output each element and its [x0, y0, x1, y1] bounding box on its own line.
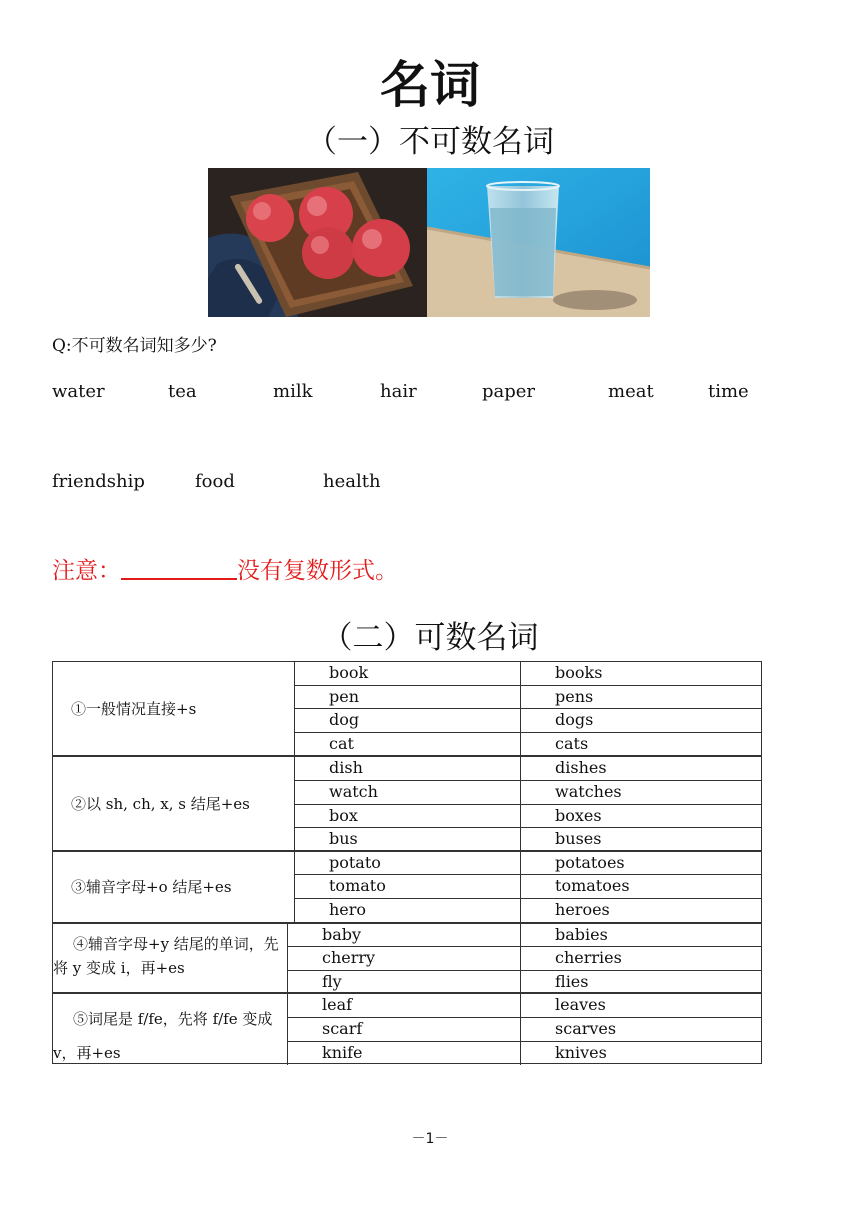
note-suffix: 没有复数形式。: [237, 558, 398, 584]
plural-word: knives: [520, 1042, 761, 1066]
table-row: [294, 828, 761, 852]
word-item: paper: [482, 381, 536, 402]
plural-word: watches: [520, 781, 761, 804]
singular-word: book: [294, 662, 520, 685]
table-row: [287, 994, 761, 1018]
table-row: [294, 852, 761, 876]
singular-word: bus: [294, 828, 520, 852]
word-item: hair: [380, 381, 417, 402]
illustration-photos: [208, 168, 650, 317]
rule-group: [52, 755, 762, 850]
word-item: water: [52, 381, 105, 402]
rule-group: [52, 922, 762, 994]
word-item: friendship: [52, 471, 145, 492]
word-item: health: [323, 471, 381, 492]
singular-word: hero: [294, 899, 520, 923]
plural-word: leaves: [520, 994, 761, 1017]
rule-description: ④辅音字母+y 结尾的单词，先将 y 变成 i，再+es: [53, 934, 279, 977]
table-row: [287, 1018, 761, 1042]
singular-word: baby: [287, 924, 520, 947]
singular-word: tomato: [294, 875, 520, 898]
table-row: [287, 1042, 761, 1066]
rule-group: [52, 661, 762, 756]
word-pairs: [287, 924, 761, 994]
table-row: [294, 875, 761, 899]
plural-word: buses: [520, 828, 761, 852]
plural-word: tomatoes: [520, 875, 761, 898]
word-pairs: [294, 852, 761, 922]
water-glass-photo: [427, 168, 650, 317]
apples-photo: [208, 168, 427, 317]
plural-word: dogs: [520, 709, 761, 732]
plural-word: books: [520, 662, 761, 685]
table-row: [294, 662, 761, 686]
singular-word: watch: [294, 781, 520, 804]
question-text: Q:不可数名词知多少?: [52, 336, 217, 356]
table-row: [294, 709, 761, 733]
singular-word: cat: [294, 733, 520, 757]
plural-word: dishes: [520, 757, 761, 780]
table-row: [294, 757, 761, 781]
singular-word: leaf: [287, 994, 520, 1017]
table-row: [287, 924, 761, 948]
table-row: [294, 899, 761, 923]
fill-in-blank[interactable]: [121, 554, 237, 580]
word-pairs: [294, 662, 761, 756]
rule-description: ①一般情况直接+s: [71, 700, 197, 719]
word-item: time: [708, 381, 749, 402]
rule-group: [52, 992, 762, 1064]
table-row: [294, 686, 761, 710]
rule-description: ⑤词尾是 f/fe，先将 f/fe 变成 v，再+es: [53, 1010, 273, 1063]
word-item: tea: [168, 381, 197, 402]
singular-word: dish: [294, 757, 520, 780]
plural-word: cats: [520, 733, 761, 757]
section-heading-uncountable: （一）不可数名词: [306, 124, 554, 160]
singular-word: cherry: [287, 947, 520, 970]
table-row: [294, 805, 761, 829]
word-pairs: [294, 757, 761, 850]
singular-word: scarf: [287, 1018, 520, 1041]
plural-word: cherries: [520, 947, 761, 970]
plural-word: scarves: [520, 1018, 761, 1041]
singular-word: dog: [294, 709, 520, 732]
plural-word: pens: [520, 686, 761, 709]
plural-word: potatoes: [520, 852, 761, 875]
plural-word: flies: [520, 971, 761, 995]
singular-word: potato: [294, 852, 520, 875]
plural-word: heroes: [520, 899, 761, 923]
table-row: [287, 947, 761, 971]
word-item: food: [195, 471, 235, 492]
singular-word: fly: [287, 971, 520, 995]
rule-description: ③辅音字母+o 结尾+es: [71, 877, 232, 896]
page-number: －1－: [411, 1131, 449, 1147]
singular-word: box: [294, 805, 520, 828]
note-prefix: 注意：: [52, 558, 121, 584]
table-row: [294, 781, 761, 805]
singular-word: pen: [294, 686, 520, 709]
plural-word: babies: [520, 924, 761, 947]
word-pairs: [287, 994, 761, 1063]
section-heading-countable: （二）可数名词: [321, 620, 539, 656]
word-item: meat: [608, 381, 654, 402]
singular-word: knife: [287, 1042, 520, 1066]
page-title: 名词: [380, 56, 480, 114]
table-row: [287, 971, 761, 995]
word-item: milk: [273, 381, 313, 402]
rule-group: [52, 850, 762, 922]
plural-word: boxes: [520, 805, 761, 828]
attention-note: [52, 554, 398, 588]
rule-description: ②以 sh, ch, x, s 结尾+es: [71, 795, 250, 814]
table-row: [294, 733, 761, 757]
